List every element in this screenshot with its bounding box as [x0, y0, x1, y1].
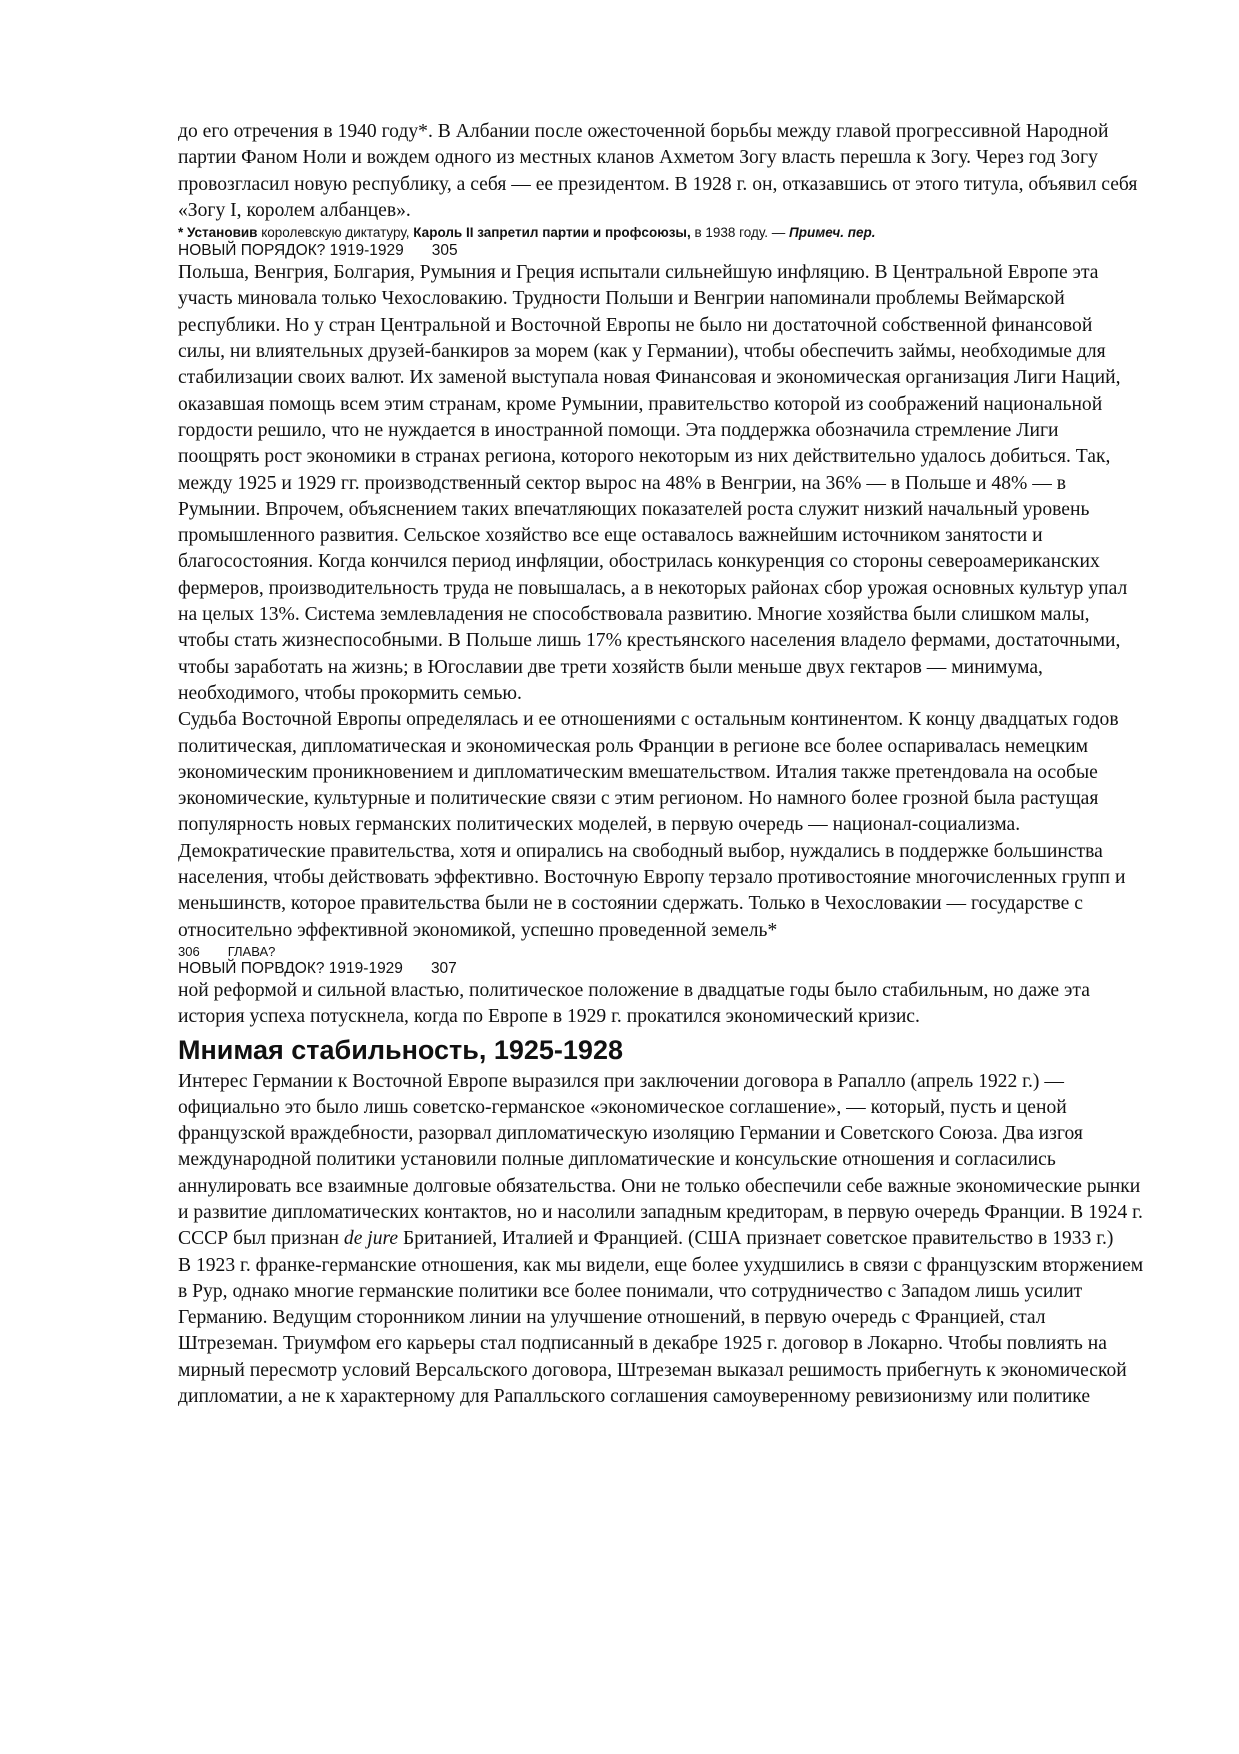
running-head-2 [178, 959, 1144, 978]
document-page [178, 119, 1144, 1410]
paragraph-5 [178, 1069, 1144, 1253]
footnote [178, 224, 1144, 241]
page-label [178, 944, 1144, 959]
paragraph-6: В 1923 г. франке-германские отношения, как мы видели, еще более ухудшились в связи с французским вторжением в Рур, однако многие германские политики все более понимали, что сотрудничество с Западом лишь усилит Германию. Ведущим сторонником линии на улучшение отношений, в первую очередь с Францией, стал Штреземан. Триумфом его карьеры стал подписанный в декабре 1925 г. договор в Локарно. Чтобы повлиять на мирный пересмотр условий Версальского договора, Штреземан выказал решимость прибегнуть к экономической дипломатии, а не к характерному для Рапалльского соглашения самоуверенному ревизионизму или политике [178, 1254, 1144, 1408]
page-label-number: 306 [178, 943, 200, 959]
page-label-chapter: ГЛАВА? [227, 943, 276, 959]
footnote-bold-2: Кароль II запретил партии и профсоюзы, [413, 225, 691, 241]
section-heading: Мнимая стабильность, 1925-1928 [178, 1034, 623, 1065]
running-head-1 [178, 241, 1144, 260]
running-head-2-page: 307 [430, 959, 457, 977]
footnote-text-1: королевскую диктатуру, [257, 225, 414, 241]
paragraph-5-italic: de jure [343, 1228, 399, 1250]
footnote-italic: Примеч. пер. [789, 225, 876, 241]
footnote-text-2: в 1938 году. — [690, 225, 790, 241]
paragraph-1: до его отречения в 1940 году*. В Албании после ожесточенной борьбы между главой прогрессивной Народной партии Фаном Ноли и вождем одного из местных кланов Ахметом Зогу власть перешла к Зогу. Через год Зогу провозгласил новую республику, а себя — ее президентом. В 1928 г. он, отказавшись от этого титула, объявил себя «Зогу I, королем албанцев». [178, 121, 1138, 221]
paragraph-5-part-b: Британией, Италией и Францией. (США признает советское правительство в 1933 г.) [398, 1228, 1114, 1250]
running-head-1-page: 305 [431, 242, 458, 260]
paragraph-4: ной реформой и сильной властью, политическое положение в двадцатые годы было стабильным, но даже эта история успеха потускнела, когда по Европе в 1929 г. прокатился экономический кризис. [178, 979, 1090, 1028]
running-head-2-title: НОВЫЙ ПОРВДОК? 1919-1929 [178, 959, 403, 977]
paragraph-5-part-a: Интерес Германии к Восточной Европе выразился при заключении договора в Рапалло (апрель 1922 г.) — официально это было лишь советско-германское «экономическое соглашение», — который, пусть и ценой французской враждебности, разорвал дипломатическую изоляцию Германии и Советского Союза. Два изгоя международной политики установили полные дипломатические и консульские отношения и согласились аннулировать все взаимные долговые обязательства. Они не только обеспечили себе важные экономические рынки и развитие дипломатических контактов, но и насолили западным кредиторам, в первую очередь Франции. В 1924 г. СССР был признан [178, 1070, 1143, 1250]
footnote-bold-1: * Установив [178, 225, 258, 241]
running-head-1-title: НОВЫЙ ПОРЯДОК? 1919-1929 [178, 242, 404, 260]
paragraph-3: Судьба Восточной Европы определялась и ее отношениями с остальным континентом. К концу двадцатых годов политическая, дипломатическая и экономическая роль Франции в регионе все более оспаривалась немецким экономическим проникновением и дипломатическим вмешательством. Италия также претендовала на особые экономические, культурные и политические связи с этим регионом. Но намного более грозной была растущая популярность новых германских политических моделей, в первую очередь — национал-социализма. Демократические правительства, хотя и опирались на свободный выбор, нуждались в поддержке большинства населения, чтобы действовать эффективно. Восточную Европу терзало противостояние многочисленных групп и меньшинств, которое правительства были не в состоянии сдержать. Только в Чехословакии — государстве с относительно эффективной экономикой, успешно проведенной земель* [178, 709, 1126, 941]
paragraph-2: Польша, Венгрия, Болгария, Румыния и Греция испытали сильнейшую инфляцию. В Центральной Европе эта участь миновала только Чехословакию. Трудности Польши и Венгрии напоминали проблемы Веймарской республики. Но у стран Центральной и Восточной Европы не было ни достаточной собственной финансовой силы, ни влиятельных друзей-банкиров за морем (как у Германии), чтобы обеспечить займы, необходимые для стабилизации своих валют. Их заменой выступала новая Финансовая и экономическая организация Лиги Наций, оказавшая помощь всем этим странам, кроме Румынии, правительство которой из соображений национальной гордости решило, что не нуждается в иностранной помощи. Эта поддержка обозначила стремление Лиги поощрять рост экономики в странах региона, которого некоторым из них действительно удалось добиться. Так, между 1925 и 1929 гг. производственный сектор вырос на 48% в Венгрии, на 36% — в Польше и 48% — в Румынии. Впрочем, объяснением таких впечатляющих показателей роста служит низкий начальный уровень промышленного развития. Сельское хозяйство все еще оставалось важнейшим источником занятости и благосостояния. Когда кончился период инфляции, обострилась конкуренция со стороны североамериканских фермеров, производительность труда не повышалась, а в некоторых районах сбор урожая основных культур упал на целых 13%. Система землевладения не способствовала развитию. Многие хозяйства были слишком малы, чтобы стать жизнеспособными. В Польше лишь 17% крестьянского населения владело фермами, достаточными, чтобы заработать на жизнь; в Югославии две трети хозяйств были меньше двух гектаров — минимума, необходимого, чтобы прокормить семью. [178, 262, 1128, 704]
